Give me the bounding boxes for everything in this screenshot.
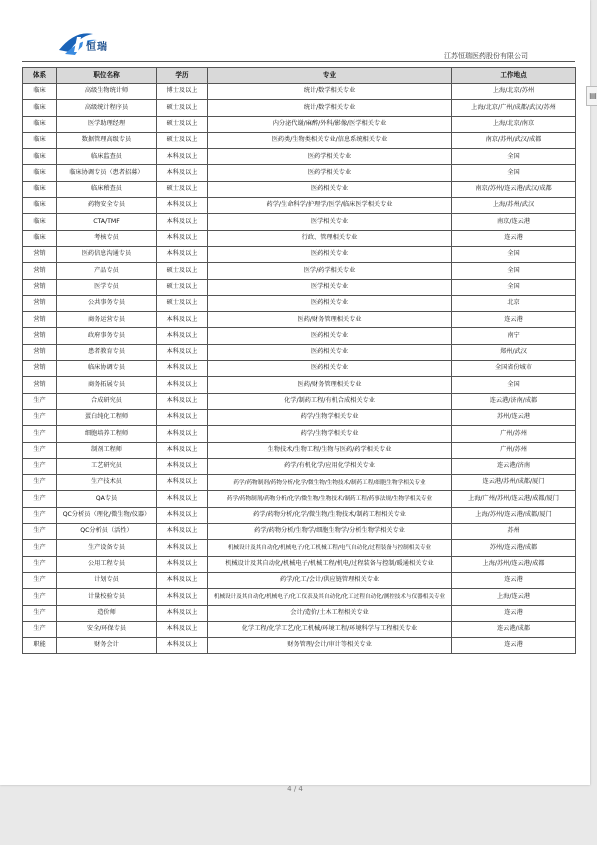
education-cell: 本科及以上 xyxy=(157,540,208,556)
major-cell: 化学工程/化学工艺/化工机械/环境工程/环境科学与工程相关专业 xyxy=(208,621,452,637)
education-cell: 本科及以上 xyxy=(157,246,208,262)
location-cell: 广州/苏州 xyxy=(452,426,576,442)
location-cell: 全国 xyxy=(452,377,576,393)
location-cell: 上海/苏州/连云港/成都/厦门 xyxy=(452,507,576,523)
position-cell: 公用工程专员 xyxy=(57,556,157,572)
system-cell: 生产 xyxy=(23,491,57,507)
location-cell: 上海/北京/南京 xyxy=(452,116,576,132)
location-cell: 连云港 xyxy=(452,572,576,588)
major-cell: 药学/化工/会计/供应链管理相关专业 xyxy=(208,572,452,588)
table-row xyxy=(23,442,576,458)
major-cell: 药学/药物制剂/药物分析/化学/微生物/生物技术/制药工程/细胞生物学相关专业 xyxy=(208,475,452,491)
education-cell: 本科及以上 xyxy=(157,198,208,214)
education-cell: 本科及以上 xyxy=(157,214,208,230)
location-cell: 连云港 xyxy=(452,230,576,246)
position-cell: 蛋白纯化工程师 xyxy=(57,409,157,425)
major-cell: 医学相关专业 xyxy=(208,279,452,295)
major-cell: 机械设计及其自动化/机械电子/化工仪表及其自动化/化工过程自动化/测控技术与仪器相关专业 xyxy=(208,589,452,605)
education-cell: 本科及以上 xyxy=(157,621,208,637)
system-cell: 临床 xyxy=(23,116,57,132)
location-cell: 全国 xyxy=(452,165,576,181)
system-cell: 营销 xyxy=(23,377,57,393)
position-cell: 计量校验专员 xyxy=(57,589,157,605)
education-cell: 本科及以上 xyxy=(157,605,208,621)
table-row xyxy=(23,507,576,523)
table-row xyxy=(23,524,576,540)
location-cell: 南京/苏州/武汉/成都 xyxy=(452,132,576,148)
location-cell: 南京/连云港 xyxy=(452,214,576,230)
position-cell: 工艺研究员 xyxy=(57,458,157,474)
position-cell: 商务拓展专员 xyxy=(57,377,157,393)
major-cell: 药学/药物制剂/药物分析/化学/微生物/生物技术/制药工程/药事法规/生物学相关专业 xyxy=(208,491,452,507)
table-row xyxy=(23,426,576,442)
table-row xyxy=(23,540,576,556)
table-row xyxy=(23,556,576,572)
header-divider xyxy=(22,61,575,62)
position-cell: QA专员 xyxy=(57,491,157,507)
position-cell: 高级生物统计师 xyxy=(57,84,157,100)
system-cell: 生产 xyxy=(23,572,57,588)
position-cell: 数据管理高级专员 xyxy=(57,132,157,148)
table-row xyxy=(23,458,576,474)
location-cell: 苏州 xyxy=(452,524,576,540)
system-cell: 营销 xyxy=(23,361,57,377)
location-cell: 全国省份城市 xyxy=(452,361,576,377)
table-row xyxy=(23,393,576,409)
system-cell: 临床 xyxy=(23,198,57,214)
system-cell: 临床 xyxy=(23,132,57,148)
major-cell: 内分泌代谢/麻醉/外科/影像/医学相关专业 xyxy=(208,116,452,132)
position-cell: QC分析员（理化/微生物/仪器） xyxy=(57,507,157,523)
table-row xyxy=(23,214,576,230)
education-cell: 本科及以上 xyxy=(157,165,208,181)
location-cell: 全国 xyxy=(452,263,576,279)
major-cell: 统计/数学相关专业 xyxy=(208,100,452,116)
system-cell: 营销 xyxy=(23,246,57,262)
system-cell: 生产 xyxy=(23,540,57,556)
system-cell: 生产 xyxy=(23,409,57,425)
location-cell: 全国 xyxy=(452,246,576,262)
column-education-header: 学历 xyxy=(157,68,208,84)
system-cell: 营销 xyxy=(23,312,57,328)
system-cell: 临床 xyxy=(23,165,57,181)
major-cell: 药学/药物分析/化学/微生物/生物技术/制药工程相关专业 xyxy=(208,507,452,523)
table-body xyxy=(23,84,576,654)
page-indicator: 4 / 4 xyxy=(287,785,303,793)
table-row xyxy=(23,295,576,311)
position-cell: 药物安全专员 xyxy=(57,198,157,214)
company-name: 江苏恒瑞医药股份有限公司 xyxy=(444,52,528,60)
education-cell: 本科及以上 xyxy=(157,393,208,409)
location-cell: 连云港/苏州/成都/厦门 xyxy=(452,475,576,491)
system-cell: 营销 xyxy=(23,328,57,344)
major-cell: 财务管理/会计/审计等相关专业 xyxy=(208,638,452,654)
location-cell: 南京/苏州/连云港/武汉/成都 xyxy=(452,181,576,197)
major-cell: 医药类/生物类相关专业/信息系统相关专业 xyxy=(208,132,452,148)
position-cell: 医学专员 xyxy=(57,279,157,295)
major-cell: 统计/数学相关专业 xyxy=(208,84,452,100)
major-cell: 医药学相关专业 xyxy=(208,149,452,165)
education-cell: 硕士及以上 xyxy=(157,263,208,279)
position-cell: 患者教育专员 xyxy=(57,344,157,360)
location-cell: 全国 xyxy=(452,279,576,295)
system-cell: 营销 xyxy=(23,295,57,311)
location-cell: 上海/广州/苏州/连云港/成都/厦门 xyxy=(452,491,576,507)
table-row xyxy=(23,361,576,377)
location-cell: 连云港 xyxy=(452,605,576,621)
system-cell: 生产 xyxy=(23,475,57,491)
education-cell: 本科及以上 xyxy=(157,475,208,491)
position-cell: 政府事务专员 xyxy=(57,328,157,344)
major-cell: 医药相关专业 xyxy=(208,328,452,344)
education-cell: 本科及以上 xyxy=(157,377,208,393)
education-cell: 本科及以上 xyxy=(157,149,208,165)
location-cell: 苏州/连云港/成都 xyxy=(452,540,576,556)
education-cell: 硕士及以上 xyxy=(157,279,208,295)
major-cell: 机械设计及其自动化/机械电子/机械工程/机电/过程装备与控制/暖通相关专业 xyxy=(208,556,452,572)
major-cell: 医药学相关专业 xyxy=(208,165,452,181)
position-cell: 财务会计 xyxy=(57,638,157,654)
table-row xyxy=(23,84,576,100)
education-cell: 本科及以上 xyxy=(157,426,208,442)
education-cell: 本科及以上 xyxy=(157,312,208,328)
location-cell: 全国 xyxy=(452,149,576,165)
location-cell: 连云港/济南 xyxy=(452,458,576,474)
position-cell: 临床协调专员（患者招募） xyxy=(57,165,157,181)
location-cell: 连云港/济南/成都 xyxy=(452,393,576,409)
table-row xyxy=(23,491,576,507)
major-cell: 药学/有机化学/应用化学相关专业 xyxy=(208,458,452,474)
position-cell: 临床稽查员 xyxy=(57,181,157,197)
system-cell: 生产 xyxy=(23,507,57,523)
position-cell: CTA/TMF xyxy=(57,214,157,230)
table-row xyxy=(23,621,576,637)
major-cell: 生物技术/生物工程/生物与医药/药学相关专业 xyxy=(208,442,452,458)
table-row xyxy=(23,572,576,588)
location-cell: 连云港 xyxy=(452,312,576,328)
system-cell: 临床 xyxy=(23,230,57,246)
education-cell: 硕士及以上 xyxy=(157,181,208,197)
location-cell: 广州/苏州 xyxy=(452,442,576,458)
education-cell: 本科及以上 xyxy=(157,458,208,474)
table-row xyxy=(23,263,576,279)
education-cell: 硕士及以上 xyxy=(157,295,208,311)
major-cell: 医药相关专业 xyxy=(208,181,452,197)
position-cell: 安全/环保专员 xyxy=(57,621,157,637)
system-cell: 临床 xyxy=(23,214,57,230)
major-cell: 药学/生物学相关专业 xyxy=(208,409,452,425)
position-cell: QC分析员（活性） xyxy=(57,524,157,540)
education-cell: 本科及以上 xyxy=(157,507,208,523)
education-cell: 本科及以上 xyxy=(157,589,208,605)
position-cell: 细胞培养工程师 xyxy=(57,426,157,442)
major-cell: 药学/药物分析/生物学/细胞生物学/分析生物学相关专业 xyxy=(208,524,452,540)
major-cell: 药学/生物学相关专业 xyxy=(208,426,452,442)
education-cell: 本科及以上 xyxy=(157,556,208,572)
major-cell: 行政、管理相关专业 xyxy=(208,230,452,246)
location-cell: 上海/苏州/武汉 xyxy=(452,198,576,214)
table-row xyxy=(23,605,576,621)
table-row xyxy=(23,116,576,132)
position-cell: 合成研究员 xyxy=(57,393,157,409)
location-cell: 南宁 xyxy=(452,328,576,344)
system-cell: 临床 xyxy=(23,181,57,197)
major-cell: 医药相关专业 xyxy=(208,295,452,311)
education-cell: 硕士及以上 xyxy=(157,132,208,148)
position-cell: 产品专员 xyxy=(57,263,157,279)
location-cell: 北京 xyxy=(452,295,576,311)
system-cell: 生产 xyxy=(23,556,57,572)
position-cell: 临床协调专员 xyxy=(57,361,157,377)
table-row xyxy=(23,475,576,491)
table-row xyxy=(23,198,576,214)
location-cell: 上海/北京/苏州 xyxy=(452,84,576,100)
system-cell: 营销 xyxy=(23,263,57,279)
position-cell: 造价师 xyxy=(57,605,157,621)
education-cell: 本科及以上 xyxy=(157,491,208,507)
position-cell: 公共事务专员 xyxy=(57,295,157,311)
system-cell: 生产 xyxy=(23,524,57,540)
major-cell: 医药相关专业 xyxy=(208,361,452,377)
table-row xyxy=(23,100,576,116)
location-cell: 郑州/武汉 xyxy=(452,344,576,360)
education-cell: 本科及以上 xyxy=(157,328,208,344)
job-table xyxy=(22,67,576,654)
system-cell: 临床 xyxy=(23,149,57,165)
system-cell: 临床 xyxy=(23,84,57,100)
table-row xyxy=(23,312,576,328)
major-cell: 医药/财务管理相关专业 xyxy=(208,312,452,328)
system-cell: 生产 xyxy=(23,393,57,409)
education-cell: 本科及以上 xyxy=(157,230,208,246)
system-cell: 生产 xyxy=(23,458,57,474)
table-row xyxy=(23,279,576,295)
education-cell: 硕士及以上 xyxy=(157,116,208,132)
major-cell: 机械设计及其自动化/机械电子/化工机械工程/电气自动化/过程装备与控制相关专业 xyxy=(208,540,452,556)
location-cell: 连云港 xyxy=(452,638,576,654)
major-cell: 化学/制药工程/有机合成相关专业 xyxy=(208,393,452,409)
education-cell: 本科及以上 xyxy=(157,638,208,654)
major-cell: 药学/生命科学/护理学/医学/临床医学相关专业 xyxy=(208,198,452,214)
major-cell: 会计/造价/土木工程相关专业 xyxy=(208,605,452,621)
major-cell: 医药/财务管理相关专业 xyxy=(208,377,452,393)
system-cell: 生产 xyxy=(23,621,57,637)
major-cell: 医药相关专业 xyxy=(208,246,452,262)
column-location-header: 工作地点 xyxy=(452,68,576,84)
system-cell: 临床 xyxy=(23,100,57,116)
education-cell: 本科及以上 xyxy=(157,361,208,377)
table-row xyxy=(23,181,576,197)
education-cell: 本科及以上 xyxy=(157,442,208,458)
system-cell: 营销 xyxy=(23,279,57,295)
system-cell: 生产 xyxy=(23,442,57,458)
position-cell: 医药信息沟通专员 xyxy=(57,246,157,262)
system-cell: 生产 xyxy=(23,426,57,442)
table-row xyxy=(23,589,576,605)
position-cell: 考核专员 xyxy=(57,230,157,246)
education-cell: 本科及以上 xyxy=(157,524,208,540)
table-row xyxy=(23,638,576,654)
table-row xyxy=(23,230,576,246)
system-cell: 生产 xyxy=(23,589,57,605)
education-cell: 博士及以上 xyxy=(157,84,208,100)
table-header-row xyxy=(23,68,576,84)
column-major-header: 专业 xyxy=(208,68,452,84)
table-row xyxy=(23,132,576,148)
system-cell: 职能 xyxy=(23,638,57,654)
table-row xyxy=(23,246,576,262)
location-cell: 上海/苏州/连云港/成都 xyxy=(452,556,576,572)
education-cell: 本科及以上 xyxy=(157,409,208,425)
table-row xyxy=(23,328,576,344)
position-cell: 制剂工程师 xyxy=(57,442,157,458)
logo-text: 恒瑞 xyxy=(86,42,108,53)
education-cell: 本科及以上 xyxy=(157,572,208,588)
position-cell: 计划专员 xyxy=(57,572,157,588)
column-position-header: 职位名称 xyxy=(57,68,157,84)
position-cell: 高级统计程序员 xyxy=(57,100,157,116)
education-cell: 本科及以上 xyxy=(157,344,208,360)
position-cell: 生产技术员 xyxy=(57,475,157,491)
column-system-header: 体系 xyxy=(23,68,57,84)
location-cell: 连云港/成都 xyxy=(452,621,576,637)
position-cell: 商务运营专员 xyxy=(57,312,157,328)
location-cell: 苏州/连云港 xyxy=(452,409,576,425)
major-cell: 医学相关专业 xyxy=(208,214,452,230)
table-row xyxy=(23,409,576,425)
page-view-icon[interactable]: ▤ xyxy=(586,86,597,106)
table-row xyxy=(23,344,576,360)
system-cell: 营销 xyxy=(23,344,57,360)
location-cell: 上海/连云港 xyxy=(452,589,576,605)
location-cell: 上海/北京/广州/成都/武汉/苏州 xyxy=(452,100,576,116)
system-cell: 生产 xyxy=(23,605,57,621)
table-row xyxy=(23,165,576,181)
position-cell: 医学助理经理 xyxy=(57,116,157,132)
table-row xyxy=(23,377,576,393)
position-cell: 临床监查员 xyxy=(57,149,157,165)
major-cell: 医药相关专业 xyxy=(208,344,452,360)
education-cell: 硕士及以上 xyxy=(157,100,208,116)
position-cell: 生产设备专员 xyxy=(57,540,157,556)
major-cell: 医学/药学相关专业 xyxy=(208,263,452,279)
table-row xyxy=(23,149,576,165)
